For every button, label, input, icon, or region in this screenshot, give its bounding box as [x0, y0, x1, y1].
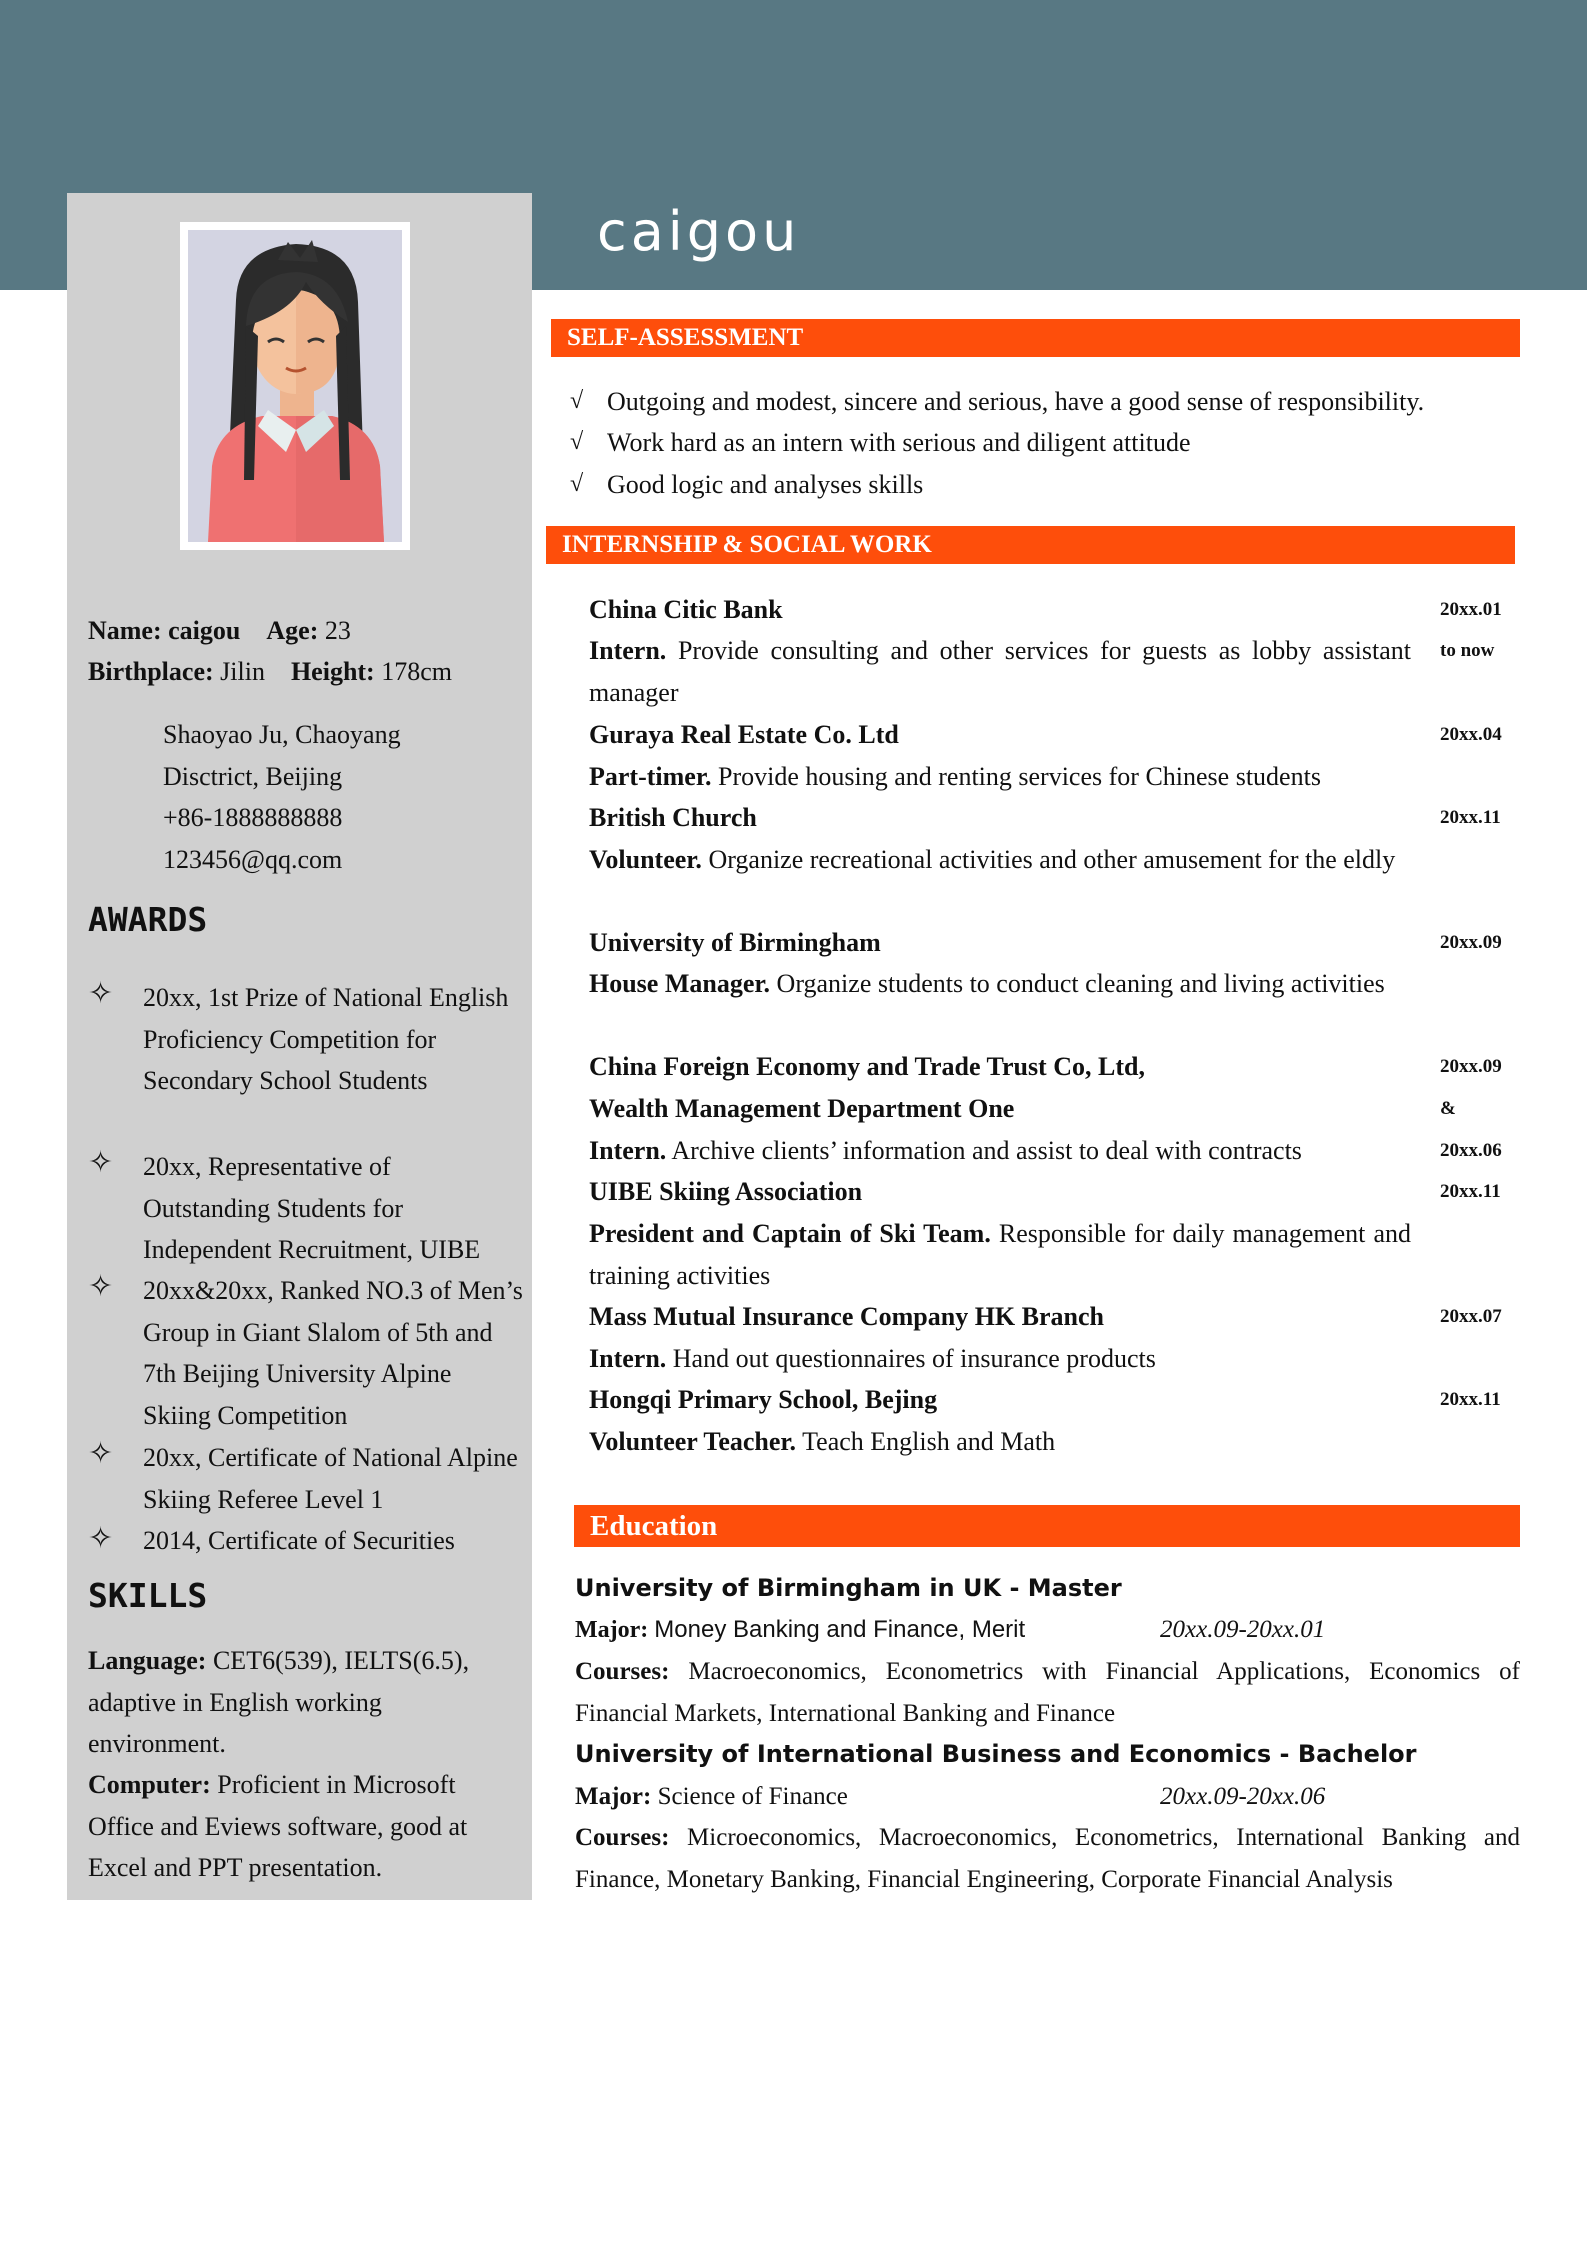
- intern-role: Part-timer.: [589, 762, 712, 791]
- intern-desc-text: Hand out questionnaires of insurance products: [672, 1344, 1156, 1373]
- intern-date: 20xx.11: [1440, 1389, 1501, 1410]
- age-label: Age:: [266, 616, 319, 645]
- intern-desc-text: Responsible for daily management and training activities: [589, 1219, 1411, 1290]
- award-item: 20xx&20xx, Ranked NO.3 of Men’s Group in Giant Slalom of 5th and 7th Beijing University Alpine Skiing Competition: [143, 1276, 523, 1430]
- avatar-illustration: [188, 230, 402, 542]
- self-assessment-heading: SELF-ASSESSMENT: [551, 319, 1520, 357]
- height-value: 178cm: [381, 657, 452, 686]
- intern-desc-text: Archive clients’ information and assist to deal with contracts: [671, 1136, 1302, 1165]
- check-icon: √: [570, 388, 584, 414]
- education-dates: 20xx.09-20xx.06: [1160, 1783, 1326, 1810]
- intern-role: Intern.: [589, 636, 667, 665]
- intern-desc-text: Organize recreational activities and other amusement for the eldly: [708, 845, 1396, 874]
- name-value: caigou: [168, 616, 241, 645]
- check-icon: √: [570, 429, 584, 455]
- self-assessment-item: Outgoing and modest, sincere and serious, have a good sense of responsibility.: [607, 387, 1425, 416]
- intern-org: Mass Mutual Insurance Company HK Branch: [589, 1302, 1104, 1331]
- award-item: 2014, Certificate of Securities: [143, 1526, 455, 1555]
- intern-desc: [589, 630, 1411, 713]
- language-text: CET6(539), IELTS(6.5), adaptive in English working environment.: [88, 1646, 470, 1758]
- star-icon: ✧: [88, 1522, 114, 1555]
- education-courses: [575, 1651, 1520, 1734]
- intern-org-department: Wealth Management Department One: [589, 1094, 1015, 1123]
- intern-date: 20xx.11: [1440, 807, 1501, 828]
- star-icon: ✧: [88, 977, 114, 1010]
- awards-heading: AWARDS: [88, 900, 208, 939]
- intern-desc-text: Provide consulting and other services for guests as lobby assistant manager: [589, 636, 1412, 707]
- profile-line-name: [88, 610, 351, 652]
- intern-date: 20xx.01: [1440, 599, 1502, 620]
- courses-label: Courses:: [575, 1824, 670, 1851]
- skills-heading: SKILLS: [88, 1576, 208, 1615]
- intern-date: to now: [1440, 640, 1495, 661]
- intern-org: Hongqi Primary School, Bejing: [589, 1385, 938, 1414]
- birthplace-label: Birthplace:: [88, 657, 214, 686]
- star-icon: ✧: [88, 1437, 114, 1470]
- intern-org: China Foreign Economy and Trade Trust Co, Ltd,: [589, 1052, 1145, 1081]
- internship-heading: INTERNSHIP & SOCIAL WORK: [546, 526, 1515, 564]
- education-dates: 20xx.09-20xx.01: [1160, 1616, 1326, 1643]
- major-label: Major:: [575, 1617, 649, 1643]
- intern-date: &: [1440, 1098, 1456, 1119]
- address-line-2: Disctrict, Beijing: [163, 762, 343, 791]
- intern-desc-text: Teach English and Math: [802, 1427, 1056, 1456]
- intern-date: 20xx.07: [1440, 1306, 1502, 1327]
- intern-role: House Manager.: [589, 969, 771, 998]
- intern-org: UIBE Skiing Association: [589, 1177, 863, 1206]
- intern-desc-text: Organize students to conduct cleaning and living activities: [776, 969, 1385, 998]
- intern-desc: [589, 1421, 1055, 1463]
- award-item: 20xx, Certificate of National Alpine Skiing Referee Level 1: [143, 1443, 518, 1514]
- star-icon: ✧: [88, 1146, 114, 1179]
- intern-desc: [589, 1338, 1156, 1380]
- intern-role: Intern.: [589, 1136, 667, 1165]
- award-item: 20xx, Representative of Outstanding Students for Independent Recruitment, UIBE: [143, 1152, 481, 1264]
- computer-label: Computer:: [88, 1770, 211, 1799]
- computer-text: Proficient in Microsoft Office and Eviews software, good at Excel and PPT presentation.: [88, 1770, 468, 1882]
- star-icon: ✧: [88, 1270, 114, 1303]
- language-label: Language:: [88, 1646, 207, 1675]
- intern-date: 20xx.09: [1440, 1056, 1502, 1077]
- major-label: Major:: [575, 1783, 652, 1810]
- intern-org: Guraya Real Estate Co. Ltd: [589, 720, 899, 749]
- intern-desc: [589, 1130, 1302, 1172]
- skill-language: [88, 1640, 518, 1765]
- skill-computer: [88, 1764, 518, 1889]
- intern-desc-text: Provide housing and renting services for Chinese students: [717, 762, 1321, 791]
- address-line-1: Shaoyao Ju, Chaoyang: [163, 720, 401, 749]
- intern-date: 20xx.11: [1440, 1181, 1501, 1202]
- birthplace-value: Jilin: [220, 657, 265, 686]
- award-item: 20xx, 1st Prize of National English Proficiency Competition for Secondary School Students: [143, 983, 509, 1095]
- profile-line-birthplace: [88, 651, 452, 693]
- intern-role: Intern.: [589, 1344, 667, 1373]
- self-assessment-item: Work hard as an intern with serious and diligent attitude: [607, 428, 1191, 457]
- intern-role: President and Captain of Ski Team.: [589, 1219, 991, 1248]
- name-label: Name:: [88, 616, 162, 645]
- intern-role: Volunteer Teacher.: [589, 1427, 797, 1456]
- major-value: Science of Finance: [657, 1783, 848, 1810]
- intern-org: China Citic Bank: [589, 595, 783, 624]
- intern-org: British Church: [589, 803, 757, 832]
- intern-date: 20xx.06: [1440, 1140, 1502, 1161]
- age-value: 23: [324, 616, 351, 645]
- height-label: Height:: [290, 657, 375, 686]
- intern-desc: [589, 963, 1411, 1005]
- phone: +86-1888888888: [163, 803, 343, 832]
- intern-date: 20xx.04: [1440, 724, 1502, 745]
- intern-date: 20xx.09: [1440, 932, 1502, 953]
- courses-value: Macroeconomics, Econometrics with Financial Applications, Economics of Financial Markets, International Banking and Finance: [575, 1658, 1521, 1727]
- intern-desc: [589, 1213, 1411, 1296]
- profile-photo: [180, 222, 410, 550]
- major-value: Money Banking and Finance, Merit: [654, 1616, 1026, 1643]
- self-assessment-item: Good logic and analyses skills: [607, 470, 924, 499]
- education-school: University of International Business and Economics - Bachelor: [575, 1740, 1417, 1768]
- email: 123456@qq.com: [163, 845, 343, 874]
- courses-value: Microeconomics, Macroeconomics, Econometrics, International Banking and Finance, Monetary Banking, Financial Engineering, Corporate Financial Analysis: [575, 1824, 1520, 1893]
- education-major: [575, 1776, 848, 1818]
- education-heading: Education: [574, 1505, 1520, 1547]
- intern-desc: [589, 756, 1321, 798]
- page-title: caigou: [597, 200, 801, 263]
- education-school: University of Birmingham in UK - Master: [575, 1574, 1122, 1602]
- intern-desc: [589, 839, 1411, 881]
- intern-org: University of Birmingham: [589, 928, 881, 957]
- education-courses: [575, 1817, 1520, 1900]
- intern-role: Volunteer.: [589, 845, 702, 874]
- courses-label: Courses:: [575, 1658, 670, 1685]
- education-major: [575, 1609, 1025, 1652]
- check-icon: √: [570, 471, 584, 497]
